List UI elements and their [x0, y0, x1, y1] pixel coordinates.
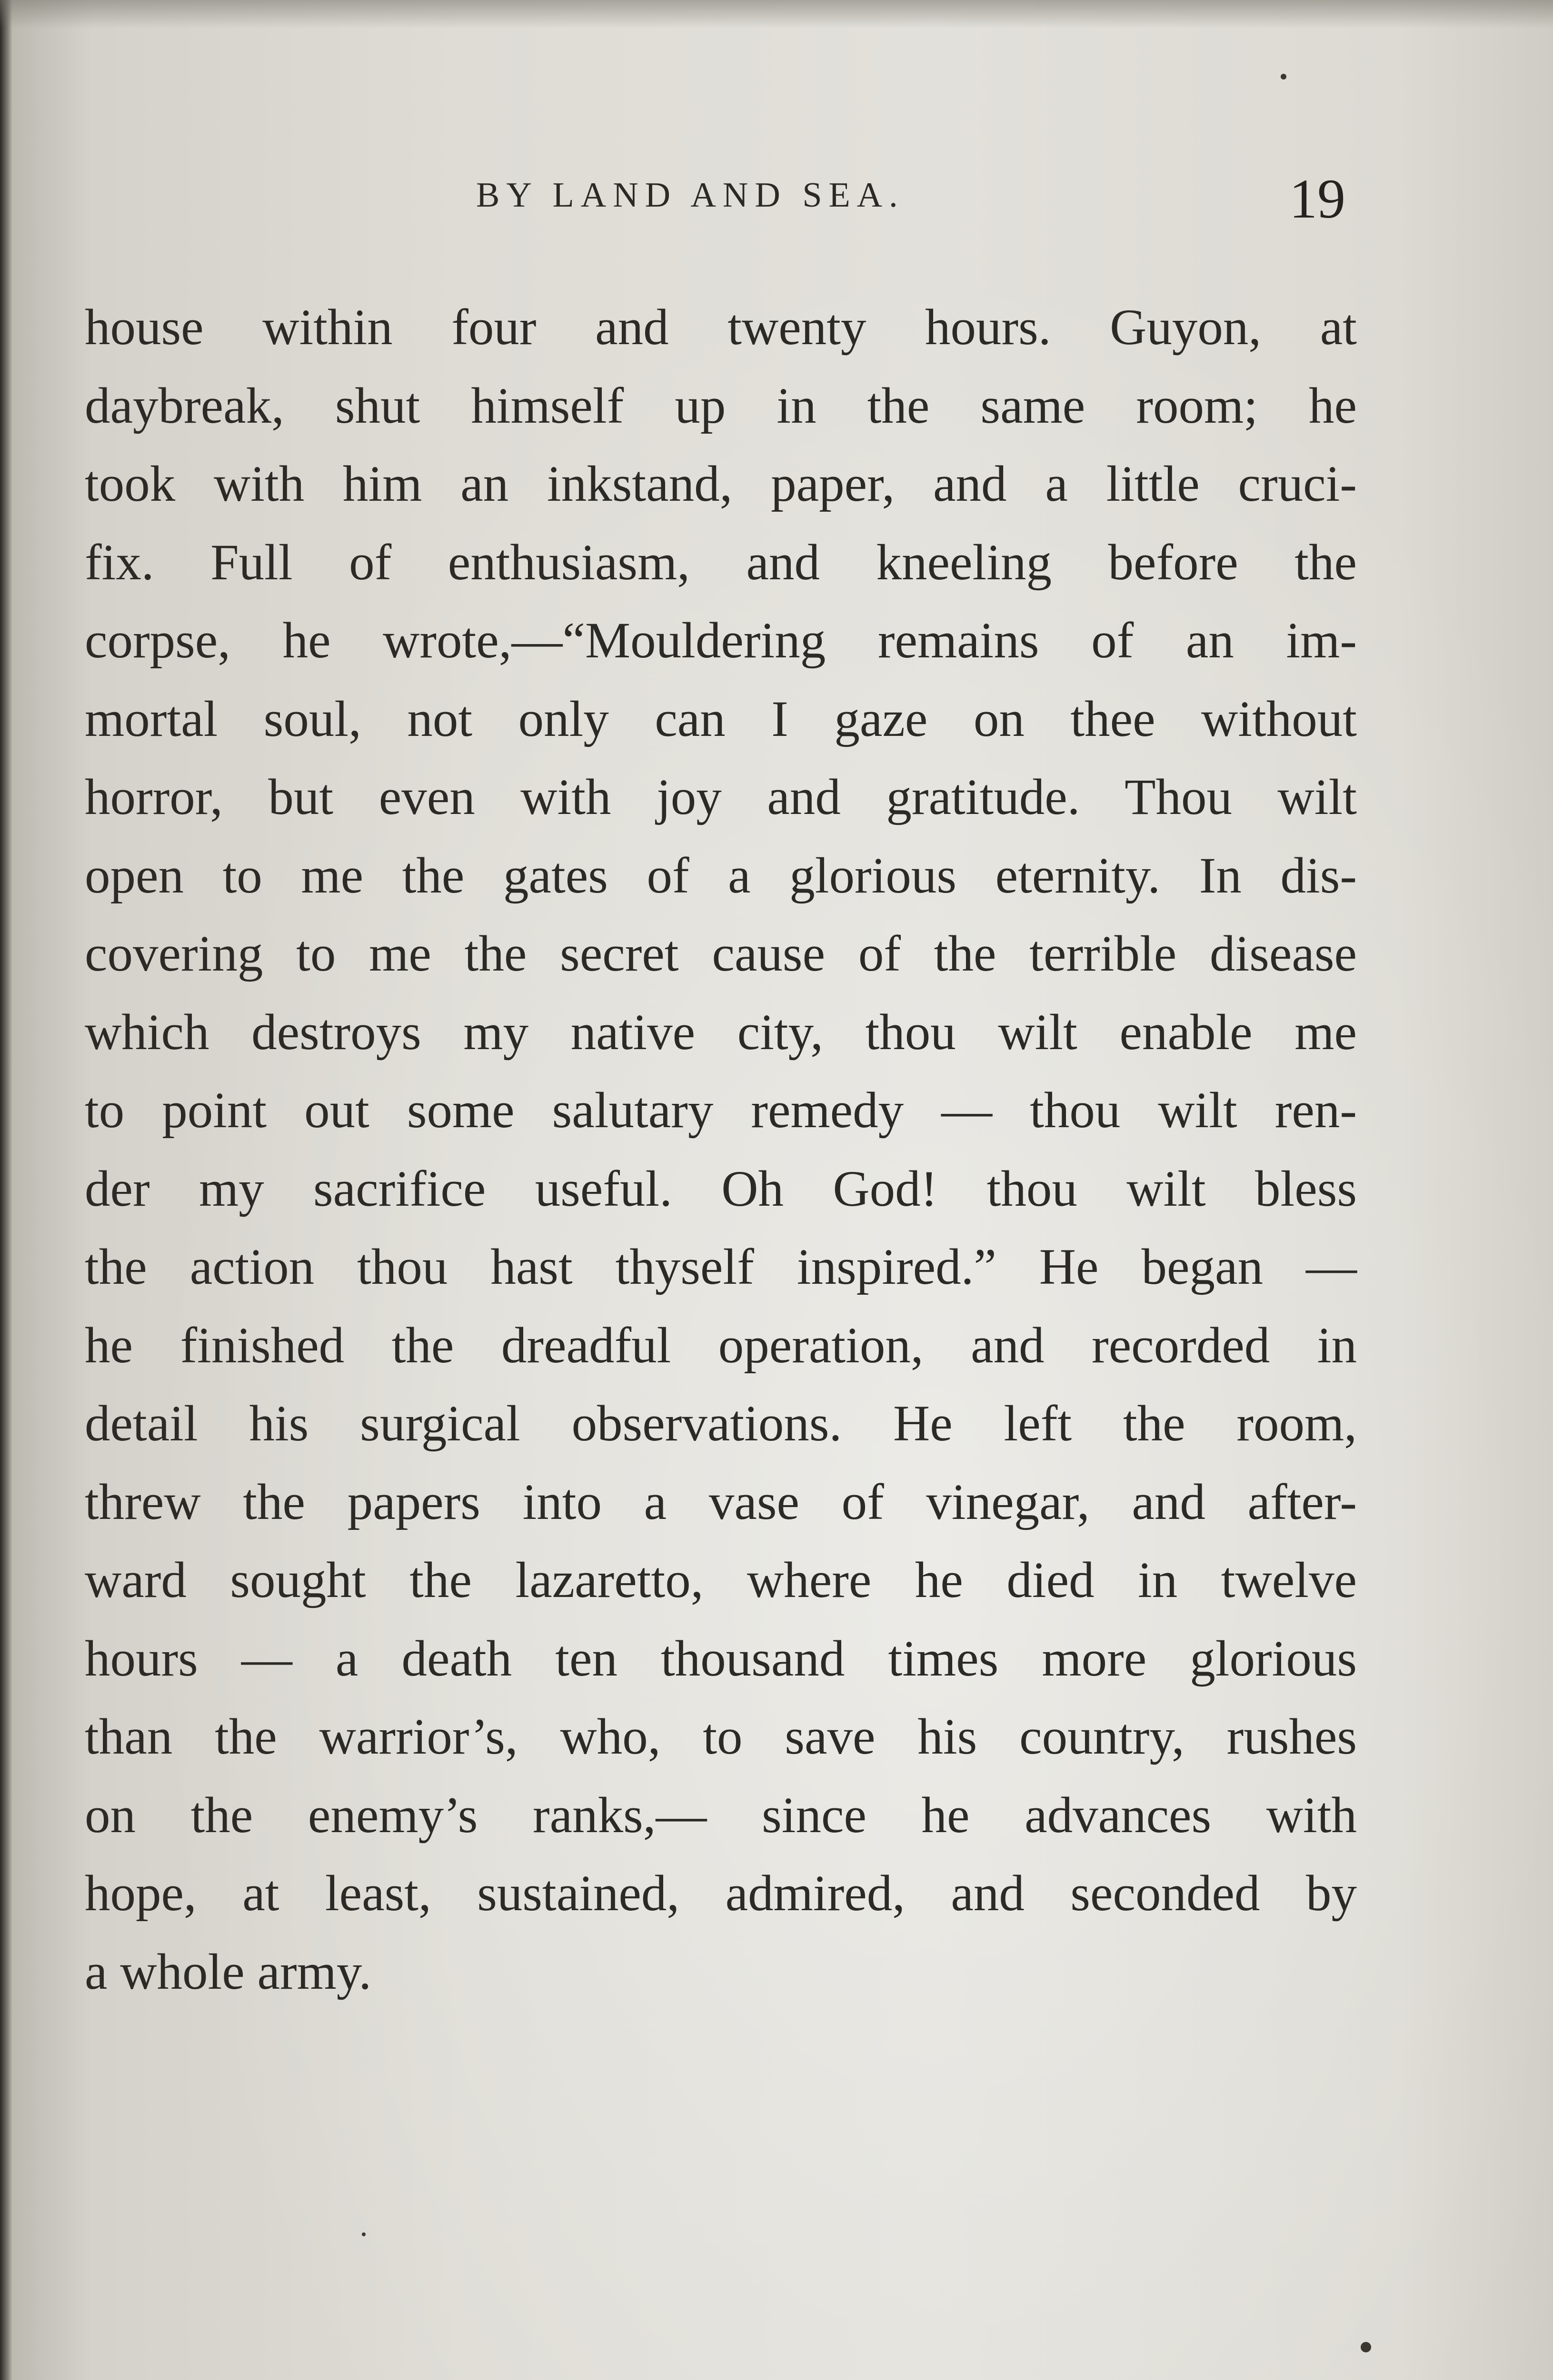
running-title: BY LAND AND SEA. [476, 176, 905, 215]
body-text [85, 288, 1357, 2011]
text-line: der my sacrifice useful. Oh God! thou wilt bless [85, 1160, 1357, 1217]
text-line: daybreak, shut himself up in the same room; he [85, 377, 1357, 434]
spine-shadow [0, 0, 12, 2380]
text-line: took with him an inkstand, paper, and a little cruci- [85, 456, 1357, 512]
text-line: detail his surgical observations. He left the room, [85, 1396, 1357, 1452]
text-line: hope, at least, sustained, admired, and seconded by [85, 1865, 1357, 1922]
text-line: mortal soul, not only can I gaze on thee without [85, 691, 1357, 747]
running-head [0, 167, 1553, 230]
text-line: on the enemy’s ranks,— since he advances with [85, 1787, 1357, 1844]
paper-speck [1361, 2342, 1371, 2352]
text-line: which destroys my native city, thou wilt enable me [85, 1004, 1357, 1061]
text-line: to point out some salutary remedy — thou wilt ren- [85, 1082, 1357, 1139]
text-line: hours — a death ten thousand times more glorious [85, 1630, 1357, 1687]
text-line: he finished the dreadful operation, and recorded in [85, 1317, 1357, 1374]
text-line: open to me the gates of a glorious eternity. In dis- [85, 847, 1357, 904]
text-line: threw the papers into a vase of vinegar, and after- [85, 1474, 1357, 1530]
text-line: house within four and twenty hours. Guyon, at [85, 299, 1357, 356]
text-line: horror, but even with joy and gratitude. Thou wilt [85, 769, 1357, 825]
text-line: covering to me the secret cause of the terrible disease [85, 926, 1357, 982]
paper-speck [362, 2232, 366, 2236]
text-line-last: a whole army. [85, 1944, 372, 2000]
text-line: ward sought the lazaretto, where he died in twelve [85, 1552, 1357, 1608]
text-line: corpse, he wrote,—“Mouldering remains of an im- [85, 613, 1357, 669]
page-number: 19 [1289, 168, 1345, 230]
text-line: fix. Full of enthusiasm, and kneeling before the [85, 534, 1357, 591]
top-shadow [0, 0, 1553, 29]
text-line: the action thou hast thyself inspired.” He began — [85, 1239, 1357, 1295]
text-line: than the warrior’s, who, to save his country, rushes [85, 1709, 1357, 1765]
paper-speck [1281, 74, 1286, 79]
